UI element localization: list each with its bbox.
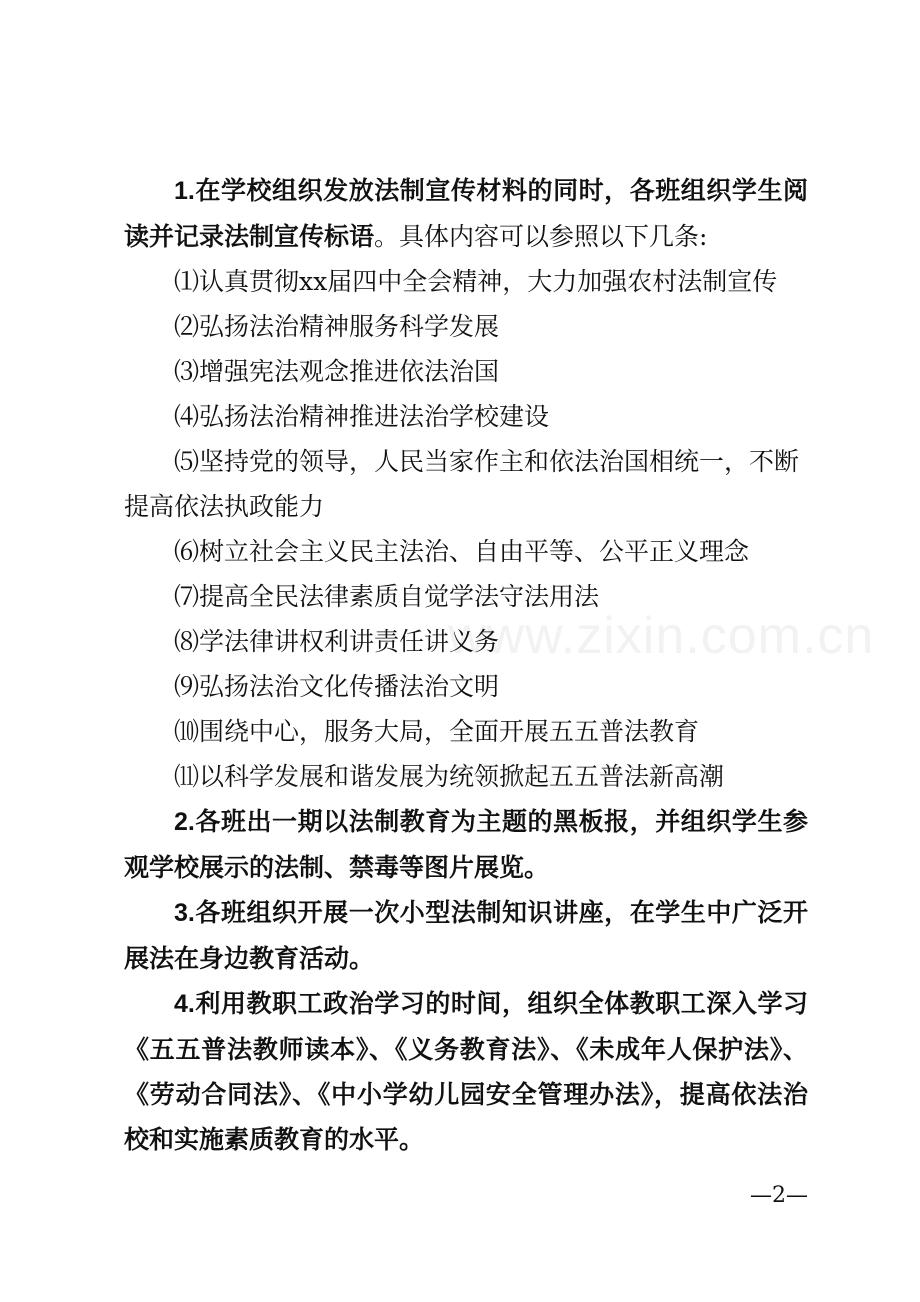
slogan-item-10: ⑽围绕中心，服务大局，全面开展五五普法教育 [174, 717, 700, 746]
paragraph-1-number: 1. [174, 177, 195, 205]
slogan-item-7: ⑺提高全民法律素质自觉学法守法用法 [174, 582, 600, 611]
slogan-item-4: ⑷弘扬法治精神推进法治学校建设 [174, 402, 550, 431]
slogan-item-6: ⑹树立社会主义民主法治、自由平等、公平正义理念 [174, 537, 750, 566]
paragraph-2 [124, 799, 808, 890]
slogan-item-8: ⑻学法律讲权利讲责任讲义务 [174, 627, 500, 656]
paragraph-4-text: 利用教职工政治学习的时间，组织全体教职工深入学习《五五普法教师读本》、《义务教育法》、《未成年人保护法》、《劳动合同法》、《中小学幼儿园安全管理办法》，提高依法治校和实施素质教育的水平。 [124, 989, 808, 1154]
page-number: —2— [750, 1183, 808, 1208]
paragraph-3-number: 3. [174, 899, 195, 927]
paragraph-3-text: 各班组织开展一次小型法制知识讲座，在学生中广泛开展法在身边教育活动。 [124, 898, 808, 973]
slogan-item-11: ⑾以科学发展和谐发展为统领掀起五五普法新高潮 [174, 762, 725, 791]
paragraph-1-tail: 。具体内容可以参照以下几条: [374, 222, 708, 251]
slogan-item-3: ⑶增强宪法观念推进依法治国 [174, 357, 500, 386]
paragraph-4-number: 4. [174, 990, 195, 1018]
slogan-item-9: ⑼弘扬法治文化传播法治文明 [174, 672, 500, 701]
paragraph-4 [124, 981, 808, 1162]
watermark: www.zixin.com.cn [448, 607, 875, 665]
slogan-item-1: ⑴认真贯彻xx届四中全会精神，大力加强农村法制宣传 [174, 267, 778, 296]
paragraph-2-number: 2. [174, 808, 195, 836]
document-body [124, 168, 808, 1162]
slogan-item-2: ⑵弘扬法治精神服务科学发展 [174, 312, 500, 341]
paragraph-1-heading: 在学校组织发放法制宣传材料的同时，各班组织学生阅读并记录法制宣传标语 [124, 176, 808, 251]
slogan-item-5: ⑸坚持党的领导，人民当家作主和依法治国相统一，不断提高依法执政能力 [124, 447, 800, 521]
paragraph-2-text: 各班出一期以法制教育为主题的黑板报，并组织学生参观学校展示的法制、禁毒等图片展览。 [124, 807, 808, 882]
paragraph-1 [124, 168, 808, 259]
paragraph-3 [124, 890, 808, 981]
